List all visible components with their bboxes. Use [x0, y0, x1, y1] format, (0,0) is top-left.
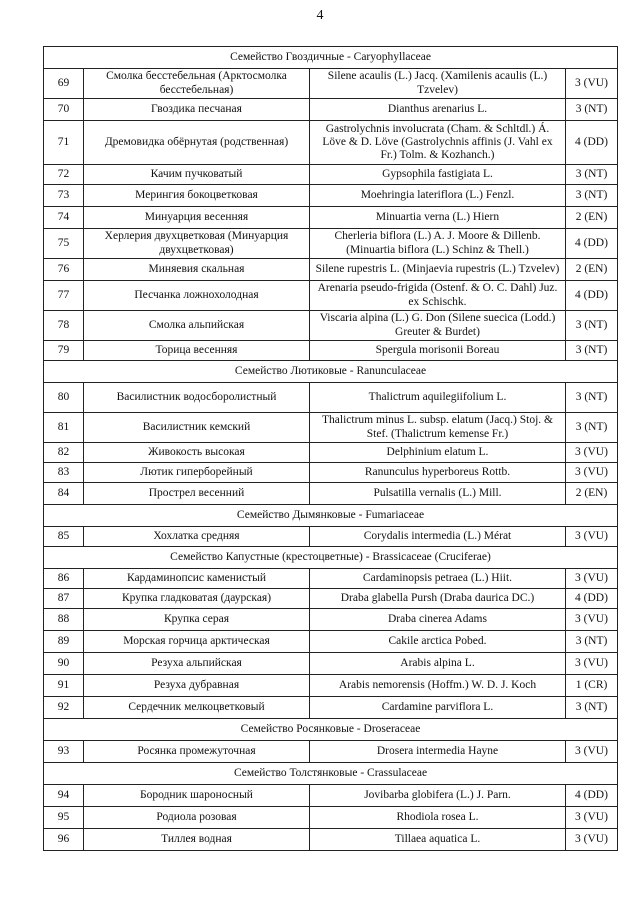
- species-latin-name: Gastrolychnis involucrata (Cham. & Schltdl.) Á. Löve & D. Löve (Gastrolychnis affinis (J. Vahl ex Fr.) Tolm. & Kozhanch.): [310, 121, 566, 165]
- conservation-status: 3 (NT): [566, 341, 618, 361]
- species-number: 69: [44, 69, 84, 99]
- species-row: [44, 165, 618, 185]
- species-latin-name: Pulsatilla vernalis (L.) Mill.: [310, 483, 566, 505]
- family-header-row: [44, 505, 618, 527]
- species-number: 93: [44, 741, 84, 763]
- species-russian-name: Прострел весенний: [84, 483, 310, 505]
- conservation-status: 3 (NT): [566, 413, 618, 443]
- species-number: 88: [44, 609, 84, 631]
- species-latin-name: Delphinium elatum L.: [310, 443, 566, 463]
- conservation-status: 2 (EN): [566, 207, 618, 229]
- species-russian-name: Лютик гиперборейный: [84, 463, 310, 483]
- species-russian-name: Миняевия скальная: [84, 259, 310, 281]
- species-russian-name: Крупка серая: [84, 609, 310, 631]
- species-latin-name: Rhodiola rosea L.: [310, 807, 566, 829]
- species-russian-name: Резуха альпийская: [84, 653, 310, 675]
- species-number: 87: [44, 589, 84, 609]
- species-russian-name: Песчанка ложнохолодная: [84, 281, 310, 311]
- species-latin-name: Arabis alpina L.: [310, 653, 566, 675]
- species-number: 70: [44, 99, 84, 121]
- species-russian-name: Морская горчица арктическая: [84, 631, 310, 653]
- species-row: [44, 675, 618, 697]
- conservation-status: 3 (VU): [566, 653, 618, 675]
- species-row: [44, 443, 618, 463]
- species-latin-name: Cherleria biflora (L.) A. J. Moore & Dillenb. (Minuartia biflora (L.) Schinz & Thell.): [310, 229, 566, 259]
- species-latin-name: Moehringia lateriflora (L.) Fenzl.: [310, 185, 566, 207]
- family-name: Семейство Лютиковые - Ranunculaceae: [44, 361, 618, 383]
- conservation-status: 3 (NT): [566, 165, 618, 185]
- species-russian-name: Василистник водосборолистный: [84, 383, 310, 413]
- species-number: 90: [44, 653, 84, 675]
- species-russian-name: Торица весенняя: [84, 341, 310, 361]
- family-header-row: [44, 47, 618, 69]
- species-number: 80: [44, 383, 84, 413]
- species-latin-name: Minuartia verna (L.) Hiern: [310, 207, 566, 229]
- species-number: 79: [44, 341, 84, 361]
- family-header-row: [44, 361, 618, 383]
- species-latin-name: Viscaria alpina (L.) G. Don (Silene suecica (Lodd.) Greuter & Burdet): [310, 311, 566, 341]
- species-row: [44, 527, 618, 547]
- species-latin-name: Silene rupestris L. (Minjaevia rupestris (L.) Tzvelev): [310, 259, 566, 281]
- species-table-body: [44, 47, 618, 851]
- species-russian-name: Смолка бесстебельная (Арктосмолка бесстебельная): [84, 69, 310, 99]
- species-row: [44, 463, 618, 483]
- species-number: 81: [44, 413, 84, 443]
- species-russian-name: Херлерия двухцветковая (Минуарция двухцветковая): [84, 229, 310, 259]
- conservation-status: 2 (EN): [566, 483, 618, 505]
- species-row: [44, 785, 618, 807]
- species-russian-name: Кардаминопсис каменистый: [84, 569, 310, 589]
- species-latin-name: Dianthus arenarius L.: [310, 99, 566, 121]
- species-number: 84: [44, 483, 84, 505]
- species-russian-name: Сердечник мелкоцветковый: [84, 697, 310, 719]
- species-row: [44, 259, 618, 281]
- conservation-status: 4 (DD): [566, 121, 618, 165]
- page-number: 4: [316, 8, 324, 23]
- species-russian-name: Росянка промежуточная: [84, 741, 310, 763]
- species-latin-name: Arabis nemorensis (Hoffm.) W. D. J. Koch: [310, 675, 566, 697]
- species-russian-name: Дремовидка обёрнутая (родственная): [84, 121, 310, 165]
- species-number: 86: [44, 569, 84, 589]
- species-latin-name: Arenaria pseudo-frigida (Ostenf. & O. C. Dahl) Juz. ex Schischk.: [310, 281, 566, 311]
- family-header-row: [44, 719, 618, 741]
- species-number: 95: [44, 807, 84, 829]
- species-row: [44, 697, 618, 719]
- species-latin-name: Silene acaulis (L.) Jacq. (Xamilenis acaulis (L.) Tzvelev): [310, 69, 566, 99]
- species-row: [44, 807, 618, 829]
- conservation-status: 3 (VU): [566, 807, 618, 829]
- species-row: [44, 569, 618, 589]
- conservation-status: 3 (NT): [566, 311, 618, 341]
- species-number: 75: [44, 229, 84, 259]
- species-number: 92: [44, 697, 84, 719]
- species-latin-name: Gypsophila fastigiata L.: [310, 165, 566, 185]
- family-name: Семейство Капустные (крестоцветные) - Brassicaceae (Cruciferae): [44, 547, 618, 569]
- species-number: 77: [44, 281, 84, 311]
- conservation-status: 3 (VU): [566, 463, 618, 483]
- species-latin-name: Cakile arctica Pobed.: [310, 631, 566, 653]
- conservation-status: 4 (DD): [566, 281, 618, 311]
- species-row: [44, 185, 618, 207]
- conservation-status: 4 (DD): [566, 785, 618, 807]
- conservation-status: 3 (VU): [566, 69, 618, 99]
- conservation-status: 4 (DD): [566, 589, 618, 609]
- species-row: [44, 413, 618, 443]
- species-row: [44, 631, 618, 653]
- species-number: 78: [44, 311, 84, 341]
- family-header-row: [44, 547, 618, 569]
- conservation-status: 3 (VU): [566, 609, 618, 631]
- species-number: 83: [44, 463, 84, 483]
- species-russian-name: Крупка гладковатая (даурская): [84, 589, 310, 609]
- species-row: [44, 207, 618, 229]
- family-name: Семейство Росянковые - Droseraceae: [44, 719, 618, 741]
- species-row: [44, 741, 618, 763]
- species-russian-name: Резуха дубравная: [84, 675, 310, 697]
- species-number: 82: [44, 443, 84, 463]
- species-russian-name: Мерингия бокоцветковая: [84, 185, 310, 207]
- conservation-status: 2 (EN): [566, 259, 618, 281]
- species-latin-name: Cardamine parviflora L.: [310, 697, 566, 719]
- species-number: 89: [44, 631, 84, 653]
- species-russian-name: Смолка альпийская: [84, 311, 310, 341]
- species-latin-name: Jovibarba globifera (L.) J. Parn.: [310, 785, 566, 807]
- species-row: [44, 121, 618, 165]
- species-latin-name: Corydalis intermedia (L.) Mérat: [310, 527, 566, 547]
- species-number: 85: [44, 527, 84, 547]
- conservation-status: 3 (NT): [566, 631, 618, 653]
- species-row: [44, 653, 618, 675]
- conservation-status: 4 (DD): [566, 229, 618, 259]
- conservation-status: 3 (NT): [566, 383, 618, 413]
- family-name: Семейство Дымянковые - Fumariaceae: [44, 505, 618, 527]
- species-number: 71: [44, 121, 84, 165]
- species-row: [44, 281, 618, 311]
- conservation-status: 3 (VU): [566, 829, 618, 851]
- conservation-status: 3 (NT): [566, 99, 618, 121]
- species-number: 72: [44, 165, 84, 185]
- species-latin-name: Ranunculus hyperboreus Rottb.: [310, 463, 566, 483]
- species-latin-name: Thalictrum minus L. subsp. elatum (Jacq.) Stoj. & Stef. (Thalictrum kemense Fr.): [310, 413, 566, 443]
- species-row: [44, 483, 618, 505]
- species-row: [44, 609, 618, 631]
- species-number: 73: [44, 185, 84, 207]
- species-russian-name: Василистник кемский: [84, 413, 310, 443]
- species-russian-name: Качим пучковатый: [84, 165, 310, 185]
- species-russian-name: Бородник шароносный: [84, 785, 310, 807]
- species-russian-name: Минуарция весенняя: [84, 207, 310, 229]
- species-latin-name: Drosera intermedia Hayne: [310, 741, 566, 763]
- conservation-status: 3 (VU): [566, 527, 618, 547]
- species-number: 74: [44, 207, 84, 229]
- species-russian-name: Гвоздика песчаная: [84, 99, 310, 121]
- species-russian-name: Тиллея водная: [84, 829, 310, 851]
- family-name: Семейство Гвоздичные - Caryophyllaceae: [44, 47, 618, 69]
- species-row: [44, 311, 618, 341]
- species-russian-name: Родиола розовая: [84, 807, 310, 829]
- species-latin-name: Spergula morisonii Boreau: [310, 341, 566, 361]
- species-row: [44, 829, 618, 851]
- species-row: [44, 229, 618, 259]
- species-row: [44, 341, 618, 361]
- species-row: [44, 99, 618, 121]
- conservation-status: 3 (NT): [566, 185, 618, 207]
- species-russian-name: Хохлатка средняя: [84, 527, 310, 547]
- species-row: [44, 383, 618, 413]
- species-latin-name: Cardaminopsis petraea (L.) Hiit.: [310, 569, 566, 589]
- conservation-status: 3 (VU): [566, 443, 618, 463]
- species-number: 91: [44, 675, 84, 697]
- family-name: Семейство Толстянковые - Crassulaceae: [44, 763, 618, 785]
- species-latin-name: Tillaea aquatica L.: [310, 829, 566, 851]
- species-russian-name: Живокость высокая: [84, 443, 310, 463]
- species-table: [43, 46, 618, 851]
- species-number: 94: [44, 785, 84, 807]
- family-header-row: [44, 763, 618, 785]
- species-row: [44, 69, 618, 99]
- species-latin-name: Draba glabella Pursh (Draba daurica DC.): [310, 589, 566, 609]
- conservation-status: 3 (VU): [566, 569, 618, 589]
- species-number: 96: [44, 829, 84, 851]
- conservation-status: 3 (VU): [566, 741, 618, 763]
- species-row: [44, 589, 618, 609]
- species-number: 76: [44, 259, 84, 281]
- species-latin-name: Thalictrum aquilegiifolium L.: [310, 383, 566, 413]
- species-latin-name: Draba cinerea Adams: [310, 609, 566, 631]
- conservation-status: 3 (NT): [566, 697, 618, 719]
- conservation-status: 1 (CR): [566, 675, 618, 697]
